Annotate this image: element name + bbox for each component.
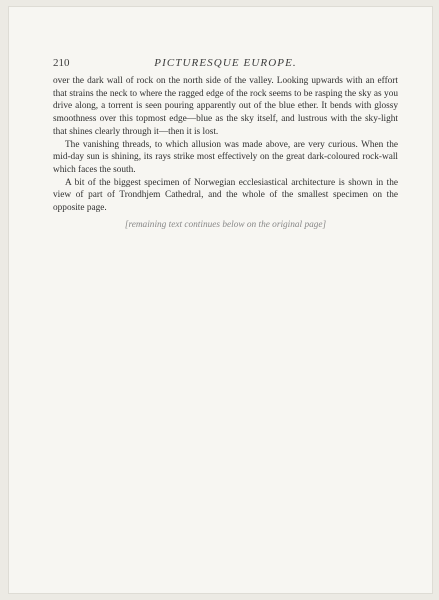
paragraph: over the dark wall of rock on the north side of the valley. Looking upwards with an effort that strains the neck to where the ragged edge of the rock seems to be rasping the sky as you drive along, a torrent is seen pouring apparently out of the blue ether. It bends with glossy smoothness over this topmost edge—blue as the sky itself, and lustrous with the sky-light that shines clearly through it—then it is lost. [53,76,398,137]
running-title: PICTURESQUE EUROPE. [154,57,297,69]
body-text [53,75,398,235]
page-header [53,57,398,69]
page-number: 210 [53,57,70,69]
page-sheet [8,6,433,594]
paragraph: A bit of the biggest specimen of Norwegian ecclesiastical architecture is shown in the view of part of Trondhjem Cathedral, and the whole of the smallest specimen on the opposite page. [53,177,398,214]
elision-note: [remaining text continues below on the original page] [124,219,327,230]
paragraph: The vanishing threads, to which allusion was made above, are very curious. When the mid-day sun is shining, its rays strike most effectively on the great dark-coloured rock-wall which faces the south. [53,139,398,175]
